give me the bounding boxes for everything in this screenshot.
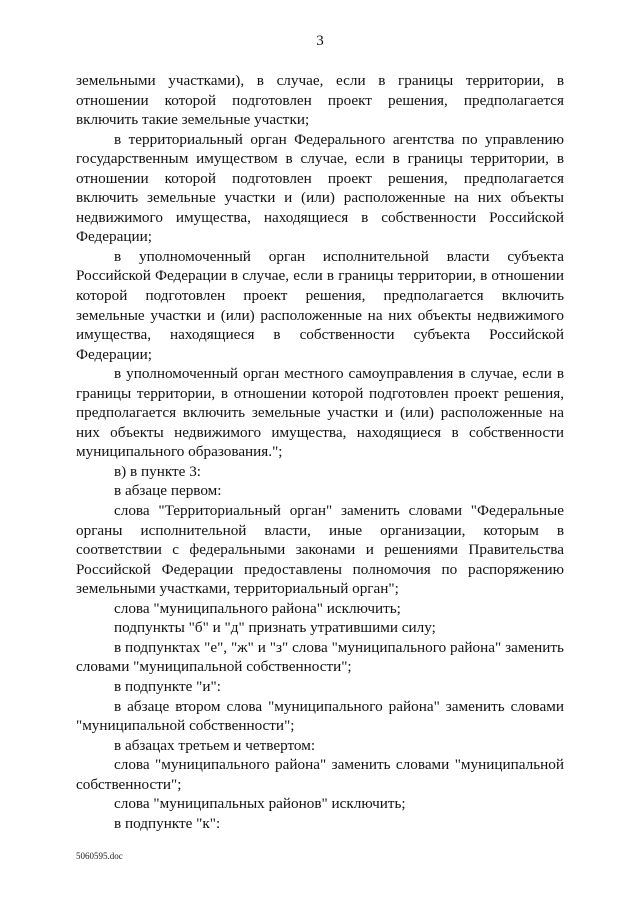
- paragraph: в подпунктах "е", "ж" и "з" слова "муниципального района" заменить словами "муниципальной собственности";: [76, 638, 564, 676]
- paragraph: в подпункте "и":: [114, 677, 221, 695]
- page-number: 3: [316, 33, 324, 49]
- paragraph: в абзацах третьем и четвертом:: [114, 736, 316, 754]
- paragraph: слова "муниципальных районов" исключить;: [114, 795, 406, 813]
- paragraph: подпункты "б" и "д" признать утратившими силу;: [114, 619, 436, 637]
- paragraph: слова "муниципального района" исключить;: [114, 599, 401, 617]
- paragraph: в абзаце первом:: [114, 482, 222, 500]
- paragraph: в уполномоченный орган исполнительной власти субъекта Российской Федерации в случае, если в границы территории, в отношении которой подготовлен проект решения, предполагается включить земельные участки и (или) расположенные на них объекты недвижимого имущества, находящиеся в собственности субъекта Российской Федерации;: [76, 247, 564, 363]
- paragraph: в уполномоченный орган местного самоуправления в случае, если в границы территории, в отношении которой подготовлен проект решения, предполагается включить земельные участки и (или) расположенные на них объекты недвижимого имущества, находящиеся в собственности муниципального образования.";: [76, 365, 564, 461]
- paragraph: слова "Территориальный орган" заменить словами "Федеральные органы исполнительной власти, иные организации, которым в соответствии с федеральными законами и решениями Правительства Российской Федерации предоставлены полномочия по распоряжению земельными участками, территориальный орган";: [76, 502, 564, 598]
- document-body: [76, 71, 564, 833]
- paragraph: в территориальный орган Федерального агентства по управлению государственным имуществом в случае, если в границы территории, в отношении которой подготовлен проект решения, предполагается включить земельные участки и (или) расположенные на них объекты недвижимого имущества, находящиеся в собственности Российской Федерации;: [76, 130, 564, 246]
- paragraph: в) в пункте 3:: [114, 462, 202, 480]
- paragraph: земельными участками), в случае, если в границы территории, в отношении которой подготовлен проект решения, предполагается включить такие земельные участки;: [76, 72, 564, 129]
- paragraph: слова "муниципального района" заменить словами "муниципальной собственности";: [76, 756, 564, 793]
- paragraph: в абзаце втором слова "муниципального района" заменить словами "муниципальной собственности";: [76, 697, 564, 735]
- paragraph: в подпункте "к":: [114, 814, 221, 832]
- document-filename-footer: 5060595.doc: [76, 851, 123, 861]
